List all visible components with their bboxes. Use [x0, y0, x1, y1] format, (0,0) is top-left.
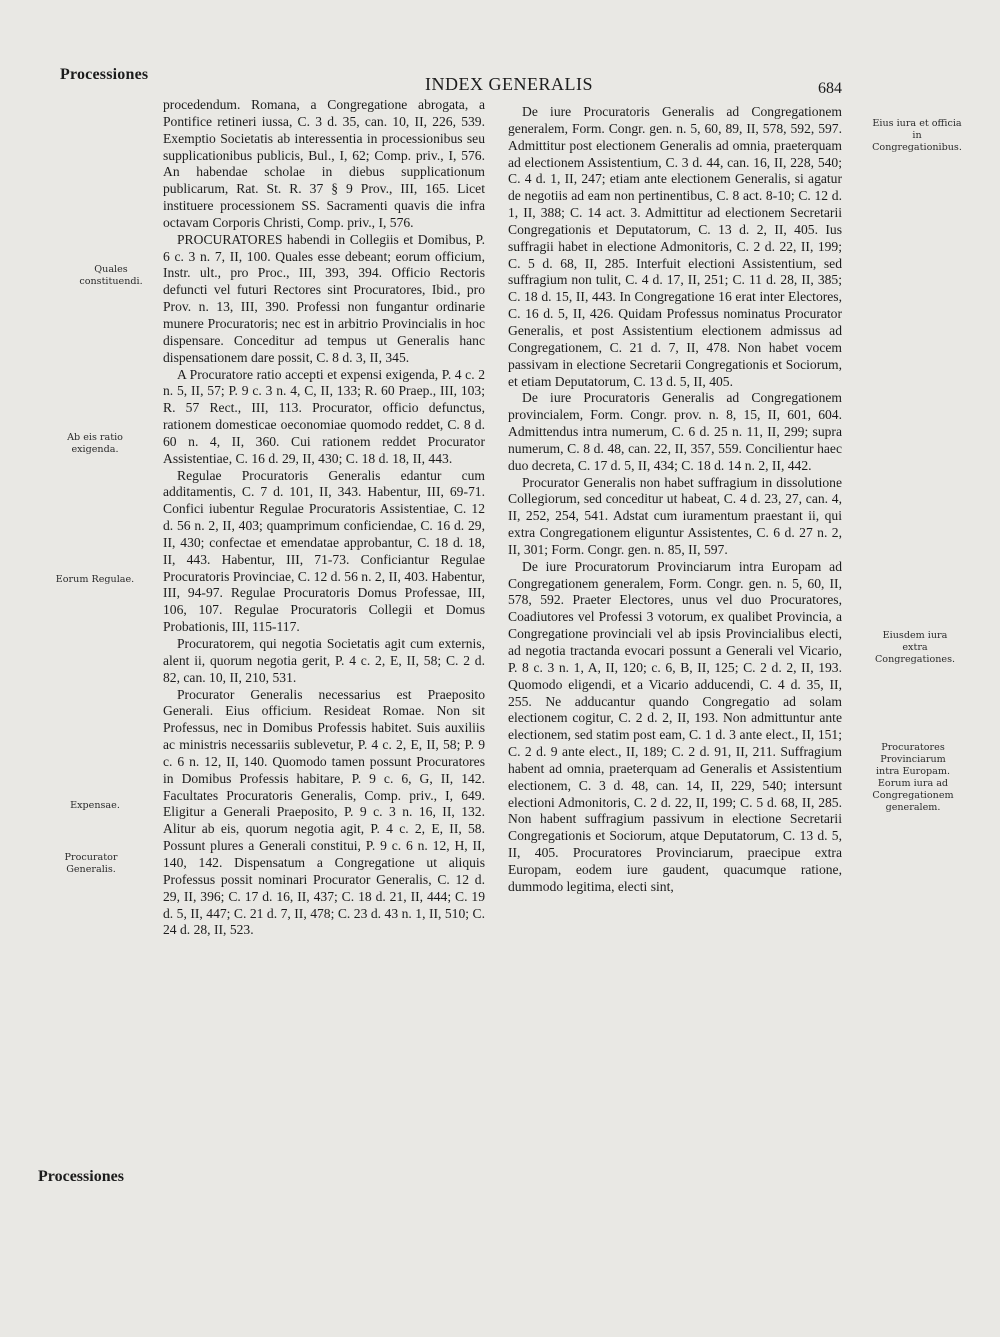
margin-note-ratio: Ab eis ratio exigenda.	[67, 432, 123, 455]
margin-note-expensae: Expensae.	[70, 800, 120, 811]
margin-note-procurator-generalis: Procurator Generalis.	[64, 852, 118, 875]
margin-note-iura-congregationibus: Eius iura et officia in Congregationibus.	[872, 118, 962, 153]
thumb-tab-top: Processiones	[60, 66, 149, 83]
right-paragraph-procuratores-provinciarum: De iure Procuratorum Provinciarum intra Europam ad Congregationem generalem, Form. Congr. gen. n. 5, 60, II, 578, 592. Praeter Electores, unus vel duo Procuratores, Coadiutores vel Professi 3 votorum, ex qualibet Provincia, a Congregatione provinciali vel ab ipsis Provincialibus electi, ad negotia tractanda evocari possunt a Generali vel Vicario, P. 8 c. 3 n. 1, A, II, 120; c. 6, B, II, 125; C. 2 d. 2, II, 193. Quomodo eligendi, et a Vicario adducendi, C. 4 d. 35, II, 255. Ne adducantur quando Congregatio ad solam electionem cogitur, C. 2 d. 2, II, 193. Non admittuntur ante electionem, sed statim post eam, C. 1 d. 3 ante elect., II, 151; C. 2 d. 9 ante elect., II, 189; C. 2 d. 91, II, 211. Suffragium habent ad omnia, praeterquam ad Generalis et Assistentium electionem, C. 3 d. 48, can. 14, II, 229, 540; intersunt electioni Admonitoris, C. 2 d. 22, II, 199; C. 5 d. 68, II, 285. Non habent suffragium passivum in electione Secretarii Congregationis et Sociorum, atque Deputatorum, C. 13 d. 5, II, 405. Procuratores Provinciarum, praecipue extra Europam, eodem iure gaudent, quacumque ratione, dummodo legitima, electi sint,	[508, 558, 842, 894]
running-title: INDEX GENERALIS	[425, 74, 593, 94]
right-paragraph-suffragium: Procurator Generalis non habet suffragium in dissolutione Collegiorum, sed conceditur ut habeat, C. 4 d. 23, 27, can. 4, II, 252, 254, 541. Adstat cum iuramentum praestant ii, qui extra Congregationem eliguntur Assistentes, C. 6 d. 27 n. 2, II, 301; Form. Congr. gen. n. 85, II, 597.	[508, 474, 842, 557]
left-paragraph-processiones: procedendum. Romana, a Congregatione abrogata, a Pontifice retineri iussa, C. 3 d. 35, can. 10, II, 226, 539. Exemptio Societatis ab interessentia in processionibus seu supplicationibus publicis, Bul., I, 62; Comp. priv., I, 576. An habendae scholae in diebus supplicationum publicarum, Rat. St. R. 37 § 9 Prov., III, 165. Licet instituere processionem SS. Sacramenti quavis die infra octavam Corporis Christi, Comp. priv., I, 576.	[163, 97, 485, 230]
left-paragraph-procuratores: PROCURATORES habendi in Collegiis et Domibus, P. 6 c. 3 n. 7, II, 100. Quales esse debeant; eorum officium, Instr. ult., pro Proc., III, 393, 394. Officio Rectoris defuncti vel futuri Rectores sint Procuratores, Ibid., pro Prov. n. 13, III, 390. Professi non fungantur ordinarie munere Procuratoris; nec est in arbitrio Provincialis in hoc dispensare. Conceditur ad tempus ut Generalis hanc dispensationem dare possit, C. 8 d. 3, II, 345.	[163, 231, 485, 365]
margin-note-procuratores-provinciarum: Procuratores Provinciarum intra Europam. Eorum iura ad Congregationem generalem.	[872, 742, 954, 813]
right-column	[508, 104, 842, 896]
left-paragraph-regulae: Regulae Procuratoris Generalis edantur cum additamentis, C. 7 d. 101, II, 343. Habentur, III, 69-71. Confici iubentur Regulae Procuratoris Assistentiae, C. 12 d. 56 n. 2, II, 403; quamprimum conficiendae, C. 16 d. 29, II, 430; confectae et emendatae approbantur, C. 18 d. 18, II, 443. Habentur, III, 71-73. Conficiantur Regulae Procuratoris Provinciae, C. 12 d. 56 n. 2, II, 403. Habentur, III, 94-97. Regulae Procuratoris Domus Professae, III, 106, 107. Regulae Procuratoris Collegii et Domus Probationis, III, 115-117.	[163, 467, 485, 635]
margin-note-quales: Quales constituendi.	[79, 264, 143, 287]
right-paragraph-congregatio-provincialis: De iure Procuratoris Generalis ad Congregationem provincialem, Form. Congr. prov. n. 8, 15, II, 601, 604. Admittendus intra numerum, C. 6 d. 25 n. 11, II, 299; supra numerum, C. 8 d. 48, can. 22, II, 357, 559. Concilientur haec duo decreta, C. 17 d. 5, II, 434; C. 18 d. 14 n. 2, II, 442.	[508, 390, 842, 473]
margin-note-extra-congregationes: Eiusdem iura extra Congregationes.	[874, 630, 956, 665]
left-paragraph-ratio: A Procuratore ratio accepti et expensi exigenda, P. 4 c. 2 n. 5, II, 57; P. 9 c. 3 n. 4, C, II, 133; R. 60 Praep., III, 103; R. 57 Rect., III, 113. Procurator, officio defunctus, rationem domesticae oeconomiae quomodo reddet, C. 8 d. 60 n. 4, II, 360. Cui rationem reddet Procurator Assistentiae, C. 16 d. 29, II, 430; C. 18 d. 18, II, 443.	[163, 366, 485, 466]
left-column	[163, 97, 485, 939]
left-paragraph-procurator-generalis: Procurator Generalis necessarius est Praeposito Generali. Eius officium. Resideat Romae. Non sit Professus, nec in Domibus Professis habitet. Suis auxiliis ac ministris necessariis sublevetur, P. 4 c. 2, E, II, 58; P. 9 c. 6 n. 12, II, 140. Quomodo tamen possunt Procuratores in Domibus Professis habitare, P. 9 c. 6, G, II, 142. Facultates Procuratoris Generalis, Comp. priv., I, 649. Eligitur a Generali Praeposito, P. 9 c. 3 n. 16, II, 132. Alitur ab eis, quorum negotia agit, P. 4 c. 2, E, II, 58. Possunt plures a Generali constitui, P. 9 c. 6 n. 12, H, II, 140, 142. Dispensatum a Congregatione ut aliquis Professus possit nominari Procurator Generalis, C. 12 d. 29, II, 396; C. 17 d. 16, II, 437; C. 18 d. 21, II, 444; C. 19 d. 5, II, 447; C. 21 d. 7, II, 478; C. 23 d. 43 n. 1, II, 510; C. 24 d. 28, II, 523.	[163, 686, 485, 938]
thumb-tab-bottom: Processiones	[38, 1168, 124, 1185]
right-paragraph-congregatio-generalis: De iure Procuratoris Generalis ad Congregationem generalem, Form. Congr. gen. n. 5, 60, 89, II, 578, 592, 597. Admittitur post electionem Generalis ad omnia, praeterquam ad electionem Assistentium, C. 3 d. 44, can. 16, II, 228, 540; C. 4 d. 1, II, 247; etiam ante electionem Generalis, si agatur de negotiis ad eam non pertinentibus, C. 8 act. 8-10; C. 12 d. 1, II, 388; C. 14 act. 3. Admittitur ad electionem Secretarii Congregationis et Deputatorum, C. 13 d. 2, II, 405. Ius suffragii habet in electione Admonitoris, C. 2 d. 22, II, 199; C. 5 d. 68, II, 285. Interfuit electioni Assistentium, sed suffragium non tulit, C. 4 d. 17, II, 251; C. 11 d. 28, II, 385; C. 18 d. 15, II, 443. In Congregatione 16 erat inter Electores, C. 16 d. 5, II, 426. Quidam Professus nominatus Procurator Generalis, et post Assistentium electionem admissus ad Congregationem, C. 21 d. 7, II, 478. Non habet vocem passivam in electione Secretarii Congregationis et Sociorum, et etiam Deputatorum, C. 13 d. 5, II, 405.	[508, 104, 842, 389]
margin-note-regulae: Eorum Regulae.	[55, 574, 135, 585]
left-paragraph-expensae: Procuratorem, qui negotia Societatis agit cum externis, alent ii, quorum negotia gerit, P. 4 c. 2, E, II, 58; C. 2 d. 82, can. 10, II, 210, 531.	[163, 636, 485, 685]
page-number: 684	[818, 80, 842, 97]
